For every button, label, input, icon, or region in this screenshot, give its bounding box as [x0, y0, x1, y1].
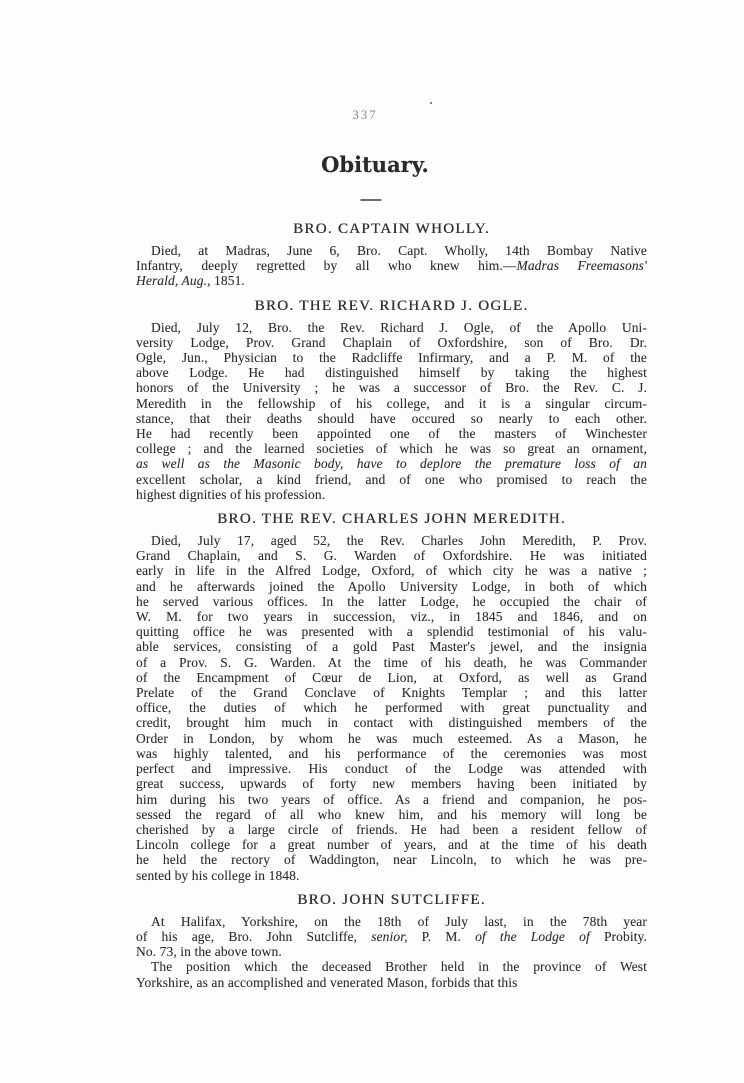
text-segment: excellent scholar, a kind friend, and of one who promised to reach the: [136, 471, 647, 487]
text-line: [136, 243, 647, 258]
text-segment: early in life in the Alfred Lodge, Oxford, of which city he was a native ;: [136, 563, 647, 579]
text-line: [136, 914, 647, 929]
text-line: [136, 746, 647, 761]
text-line: [136, 822, 647, 837]
obituary-section: [136, 298, 647, 502]
text-line: [136, 487, 647, 502]
text-line: [136, 594, 647, 609]
text-line: [136, 715, 647, 730]
text-line: [136, 807, 647, 822]
text-line: [136, 776, 647, 791]
section-heading: BRO. JOHN SUTCLIFFE.: [297, 891, 486, 908]
text-segment: honors of the University ; he was a successor of Bro. the Rev. C. J.: [136, 380, 647, 396]
text-segment: W. M. for two years in succession, viz., in 1845 and 1846, and on: [136, 609, 647, 625]
text-segment: him during his two years of office. As a friend and companion, he pos-: [136, 791, 647, 807]
text-segment: he served various offices. In the latter Lodge, he occupied the chair of: [136, 593, 647, 609]
text-line: [136, 639, 647, 654]
text-line: [136, 396, 647, 411]
text-segment: he held the rectory of Waddington, near Lincoln, to which he was pre-: [136, 852, 647, 868]
text-line: [136, 533, 647, 548]
text-line: [136, 837, 647, 852]
italic-text-segment: of the Lodge of: [475, 928, 590, 944]
section-heading: BRO. CAPTAIN WHOLLY.: [293, 221, 490, 237]
text-segment: highest dignities of his profession.: [136, 486, 326, 502]
text-line: [136, 320, 647, 335]
section-heading: BRO. THE REV. CHARLES JOHN MEREDITH.: [217, 511, 566, 528]
text-segment: above Lodge. He had distinguished himself by taking the highest: [136, 365, 647, 381]
text-line: [136, 685, 647, 700]
text-segment: quitting office he was presented with a splendid testimonial of his valu-: [136, 624, 647, 640]
text-line: [136, 852, 647, 867]
text-segment: and he afterwards joined the Apollo University Lodge, in both of which: [136, 578, 647, 594]
text-segment: Died, July 12, Bro. the Rev. Richard J. Ogle, of the Apollo Uni-: [151, 319, 647, 335]
text-line: [136, 929, 647, 944]
paragraph: [136, 914, 647, 960]
text-segment: office, the duties of which he performed with great punctuality and: [136, 700, 647, 716]
text-line: [136, 700, 647, 715]
page-number: 337: [352, 107, 378, 122]
text-segment: perfect and impressive. His conduct of the Lodge was attended with: [136, 761, 647, 777]
text-segment: of the Encampment of Cœur de Lion, at Oxford, as well as Grand: [136, 669, 647, 685]
text-segment: Lincoln college for a great number of years, and at the time of his death: [136, 837, 647, 853]
text-line: [136, 655, 647, 670]
text-segment: Probity.: [589, 928, 648, 944]
text-line: [136, 944, 647, 959]
text-line: [136, 456, 647, 471]
text-segment: Died, July 17, aged 52, the Rev. Charles John Meredith, P. Prov.: [151, 533, 647, 549]
text-line: [136, 761, 647, 776]
text-segment: Yorkshire, as an accomplished and venerated Mason, forbids that this: [136, 974, 518, 990]
text-line: [136, 350, 647, 365]
text-segment: of a Prov. S. G. Warden. At the time of his death, he was Commander: [136, 654, 647, 670]
text-segment: The position which the deceased Brother held in the province of West: [151, 959, 647, 975]
text-line: [136, 548, 647, 563]
italic-text-segment: as well as the Masonic body, have to deplore the premature loss of an: [136, 456, 647, 472]
text-line: [136, 380, 647, 395]
text-line: [136, 670, 647, 685]
text-segment: Order in London, by whom he was much esteemed. As a Mason, he: [136, 730, 647, 746]
text-segment: sented by his college in 1848.: [136, 867, 300, 883]
obituary-section: [136, 221, 647, 289]
text-line: [136, 975, 647, 990]
text-segment: Infantry, deeply regretted by all who knew him.—: [136, 258, 517, 274]
text-segment: 1851.: [210, 273, 245, 289]
text-line: [136, 258, 647, 273]
text-line: [136, 792, 647, 807]
text-segment: was highly talented, and his performance of the ceremonies was most: [136, 745, 647, 761]
section-heading: BRO. THE REV. RICHARD J. OGLE.: [254, 297, 529, 314]
text-segment: great success, upwards of forty new members having been initiated by: [136, 776, 647, 792]
text-line: [136, 731, 647, 746]
text-segment: Meredith in the fellowship of his college, and it is a singular circum-: [136, 395, 647, 411]
title-divider: [360, 199, 381, 201]
text-segment: stance, that their deaths should have occured so nearly to each other.: [136, 410, 647, 426]
text-line: [136, 624, 647, 639]
obituary-content: [136, 221, 647, 990]
paragraph: [136, 959, 647, 989]
paragraph: [136, 320, 647, 502]
text-segment: Grand Chaplain, and S. G. Warden of Oxfordshire. He was initiated: [136, 548, 647, 564]
italic-text-segment: Madras Freemasons': [516, 258, 648, 274]
text-line: [136, 365, 647, 380]
text-segment: sessed the regard of all who knew him, and his memory will long be: [136, 806, 647, 822]
text-line: [136, 579, 647, 594]
text-segment: He had recently been appointed one of the masters of Winchester: [136, 426, 647, 442]
text-segment: credit, brought him much in contact with distinguished members of the: [136, 715, 647, 731]
text-line: [136, 609, 647, 624]
text-segment: Prelate of the Grand Conclave of Knights Templar ; and this latter: [136, 685, 647, 701]
obituary-section: [136, 892, 647, 990]
text-line: [136, 411, 647, 426]
text-line: [136, 426, 647, 441]
text-line: [136, 868, 647, 883]
page-title: Obituary.: [321, 152, 429, 177]
text-segment: P. M.: [407, 928, 476, 944]
italic-text-segment: Herald, Aug.,: [136, 273, 211, 289]
text-segment: able services, consisting of a gold Past Master's jewel, and the insignia: [136, 639, 647, 655]
paragraph: [136, 243, 647, 289]
text-segment: Ogle, Jun., Physician to the Radcliffe Infirmary, and a P. M. of the: [136, 350, 647, 366]
text-line: [136, 563, 647, 578]
text-segment: versity Lodge, Prov. Grand Chaplain of Oxfordshire, son of Bro. Dr.: [136, 334, 647, 350]
text-segment: of his age, Bro. John Sutcliffe,: [136, 928, 372, 944]
italic-text-segment: senior,: [371, 928, 408, 944]
text-line: [136, 273, 647, 288]
paragraph: [136, 533, 647, 883]
text-segment: college ; and the learned societies of which he was so great an ornament,: [136, 441, 647, 457]
text-segment: No. 73, in the above town.: [136, 944, 282, 960]
text-segment: cherished by a large circle of friends. He had been a resident fellow of: [136, 821, 647, 837]
obituary-section: [136, 511, 647, 883]
text-line: [136, 335, 647, 350]
text-line: [136, 441, 647, 456]
text-line: [136, 959, 647, 974]
text-segment: Died, at Madras, June 6, Bro. Capt. Wholly, 14th Bombay Native: [151, 243, 647, 258]
text-line: [136, 472, 647, 487]
scan-speck: [430, 102, 432, 104]
text-segment: At Halifax, Yorkshire, on the 18th of July last, in the 78th year: [151, 913, 647, 929]
